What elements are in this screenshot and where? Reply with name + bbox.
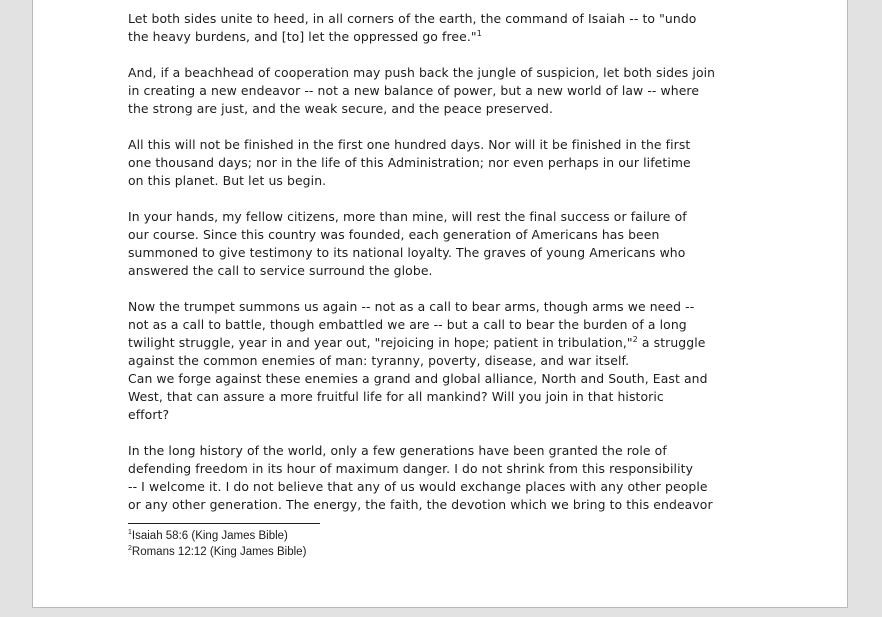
text-line: our course. Since this country was founded, each generation of Americans has been xyxy=(128,227,660,242)
paragraph-gap xyxy=(128,118,768,136)
footnote-reference[interactable]: 1 xyxy=(476,28,482,38)
paragraph-gap xyxy=(128,280,768,298)
text-line xyxy=(128,28,768,46)
footnote-number: 1 xyxy=(128,529,132,537)
text-line: not as a call to battle, though embattled we are -- but a call to bear the burden of a long xyxy=(128,317,687,332)
footnote-separator xyxy=(128,523,320,524)
footnote-number: 2 xyxy=(128,545,132,553)
footnote-text: Romans 12:12 (King James Bible) xyxy=(131,546,307,558)
text-line: West, that can assure a more fruitful life for all mankind? Will you join in that historic xyxy=(128,389,664,404)
text-line: And, if a beachhead of cooperation may push back the jungle of suspicion, let both sides join xyxy=(128,65,716,80)
text-line: on this planet. But let us begin. xyxy=(128,173,327,188)
text-line: against the common enemies of man: tyranny, poverty, disease, and war itself. xyxy=(128,353,630,368)
text-line: Now the trumpet summons us again -- not as a call to bear arms, though arms we need -- xyxy=(128,299,695,314)
text-line: one thousand days; nor in the life of this Administration; nor even perhaps in our lifetime xyxy=(128,155,691,170)
footnotes xyxy=(128,528,306,560)
text-line xyxy=(128,334,768,352)
text-span: a struggle xyxy=(637,335,706,350)
text-line: Can we forge against these enemies a grand and global alliance, North and South, East and xyxy=(128,371,708,386)
footnote-text: Isaiah 58:6 (King James Bible) xyxy=(131,530,288,542)
paragraph-gap xyxy=(128,190,768,208)
document-page[interactable] xyxy=(32,0,848,608)
footnote-2[interactable] xyxy=(128,544,306,560)
text-line: All this will not be finished in the first one hundred days. Nor will it be finished in the first xyxy=(128,137,691,152)
text-line: In the long history of the world, only a few generations have been granted the role of xyxy=(128,443,667,458)
text-line: in creating a new endeavor -- not a new balance of power, but a new world of law -- where xyxy=(128,83,700,98)
paragraph-gap xyxy=(128,46,768,64)
text-span: twilight struggle, year in and year out, "rejoicing in hope; patient in tribulation," xyxy=(128,335,633,350)
footnote-1[interactable] xyxy=(128,528,306,544)
paragraph-gap xyxy=(128,424,768,442)
text-line: answered the call to service surround the globe. xyxy=(128,263,433,278)
text-line: In your hands, my fellow citizens, more than mine, will rest the final success or failure of xyxy=(128,209,687,224)
text-line: effort? xyxy=(128,407,170,422)
text-line: -- I welcome it. I do not believe that any of us would exchange places with any other people xyxy=(128,479,708,494)
text-line: the strong are just, and the weak secure, and the peace preserved. xyxy=(128,101,553,116)
text-line: Let both sides unite to heed, in all corners of the earth, the command of Isaiah -- to "undo xyxy=(128,11,697,26)
document-body[interactable] xyxy=(128,10,768,514)
text-line: defending freedom in its hour of maximum danger. I do not shrink from this responsibility xyxy=(128,461,694,476)
text-span: the heavy burdens, and [to] let the oppressed go free." xyxy=(128,29,477,44)
footnote-reference[interactable]: 2 xyxy=(632,334,638,344)
text-line: summoned to give testimony to its national loyalty. The graves of young Americans who xyxy=(128,245,686,260)
text-line: or any other generation. The energy, the faith, the devotion which we bring to this endeavor xyxy=(128,497,713,512)
